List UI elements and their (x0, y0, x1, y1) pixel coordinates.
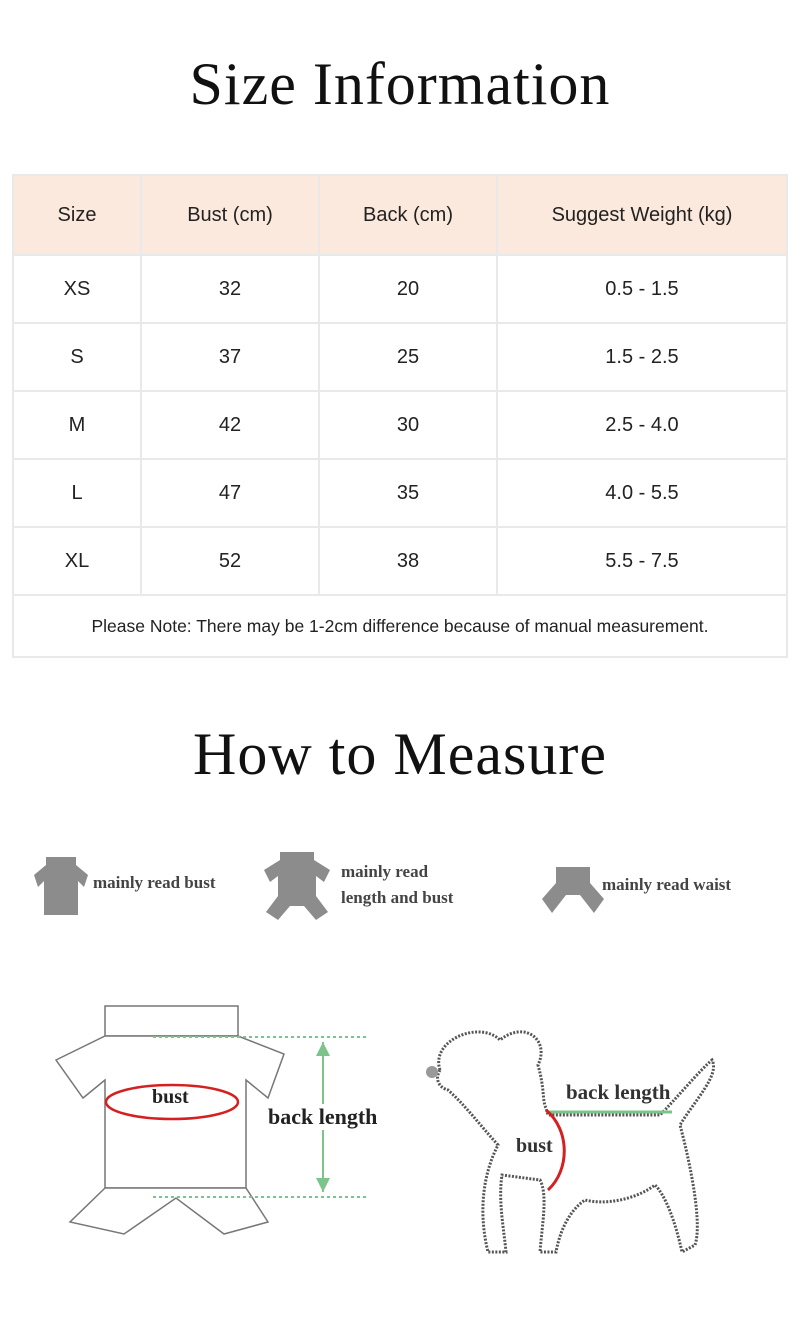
cell-weight: 0.5 - 1.5 (498, 256, 786, 322)
cell-bust: 42 (142, 392, 318, 458)
cell-size: M (14, 392, 140, 458)
cell-size: XL (14, 528, 140, 594)
legend-length-bust-line2: length and bust (341, 888, 454, 907)
cell-size: S (14, 324, 140, 390)
cell-bust: 37 (142, 324, 318, 390)
dog-diagram (420, 1020, 730, 1270)
dog-back-length-label: back length (566, 1080, 671, 1104)
table-header-row (14, 176, 786, 254)
pants-icon (540, 865, 606, 917)
header-bust: Bust (cm) (142, 176, 318, 254)
cell-weight: 5.5 - 7.5 (498, 528, 786, 594)
table-row (14, 528, 786, 594)
header-size: Size (14, 176, 140, 254)
table-row (14, 392, 786, 458)
legend-length-bust (341, 859, 453, 911)
dog-bust-label: bust (516, 1135, 553, 1157)
legend-bust: mainly read bust (93, 873, 216, 892)
garment-legs (70, 1188, 268, 1234)
cell-weight: 2.5 - 4.0 (498, 392, 786, 458)
cell-size: XS (14, 256, 140, 322)
cell-bust: 52 (142, 528, 318, 594)
cell-back: 20 (320, 256, 496, 322)
legend-length-bust-line1: mainly read (341, 862, 429, 881)
cell-weight: 1.5 - 2.5 (498, 324, 786, 390)
size-table (12, 174, 788, 658)
cell-back: 30 (320, 392, 496, 458)
cell-back: 35 (320, 460, 496, 526)
garment-bust-label: bust (152, 1086, 189, 1108)
table-row (14, 256, 786, 322)
shirt-icon (32, 855, 90, 917)
size-information-title: Size Information (189, 51, 611, 117)
cell-size: L (14, 460, 140, 526)
table-row (14, 324, 786, 390)
cell-back: 25 (320, 324, 496, 390)
garment-back-length-label: back length (268, 1104, 378, 1129)
legend-waist: mainly read waist (602, 875, 732, 894)
cell-back: 38 (320, 528, 496, 594)
cell-bust: 32 (142, 256, 318, 322)
how-to-measure-title: How to Measure (193, 721, 607, 787)
garment-collar (105, 1006, 238, 1036)
cell-weight: 4.0 - 5.5 (498, 460, 786, 526)
measurement-note: Please Note: There may be 1-2cm difference because of manual measurement. (14, 596, 786, 656)
header-weight: Suggest Weight (kg) (498, 176, 786, 254)
header-back: Back (cm) (320, 176, 496, 254)
table-note-row (14, 596, 786, 656)
cell-bust: 47 (142, 460, 318, 526)
table-row (14, 460, 786, 526)
jumpsuit-icon (258, 850, 336, 922)
garment-body (56, 1036, 284, 1188)
